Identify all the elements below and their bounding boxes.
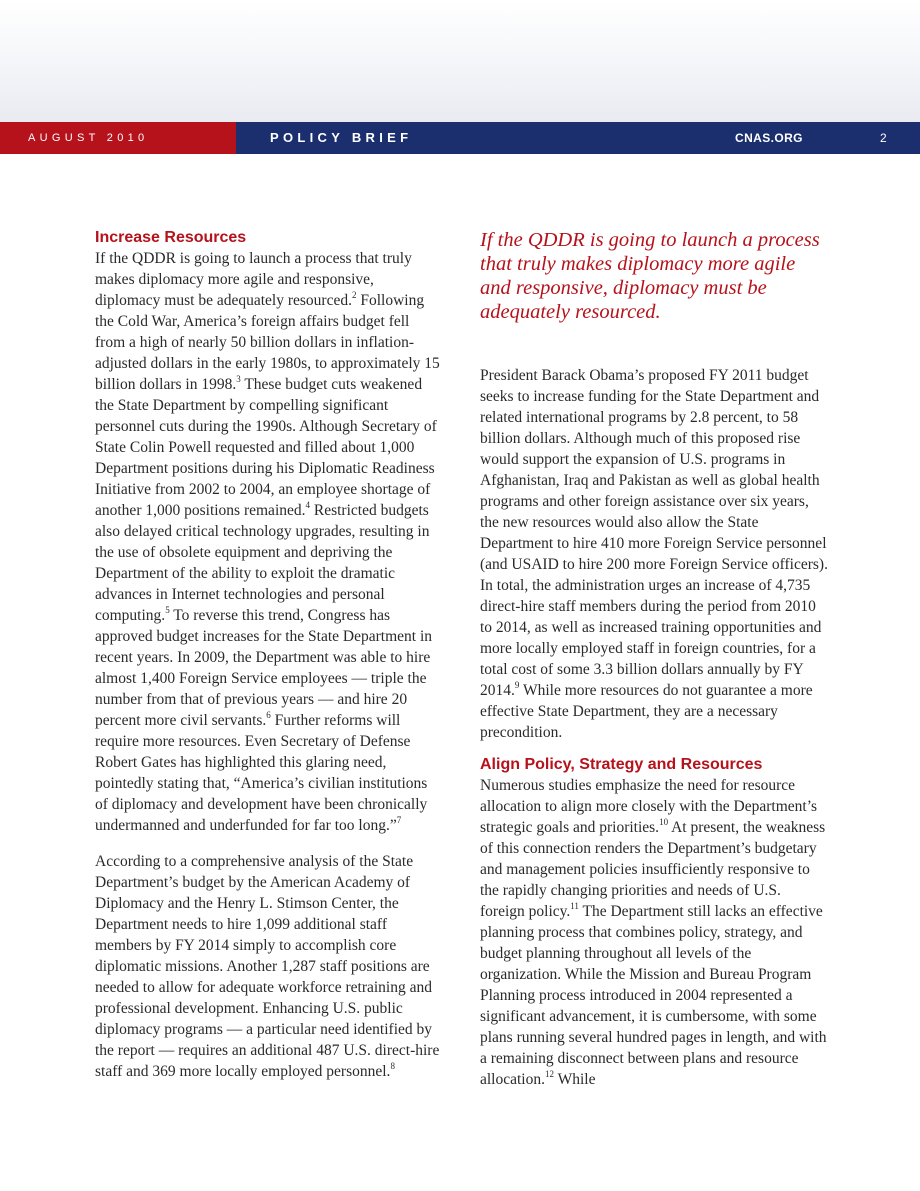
page-number: 2 bbox=[880, 131, 887, 145]
site-link[interactable]: CNAS.ORG bbox=[735, 131, 803, 145]
text-run: The Department still lacks an effective planning process that combines policy, strategy, and budget planning throughout all levels of the organization. While the Mission and Bureau Program Planning process introduced in 2004 represented a significant advancement, it is cumbersome, with some plans running several hundred pages in length, and with a remaining disconnect between plans and resource allocation. bbox=[480, 903, 827, 1088]
header-background bbox=[0, 0, 920, 122]
text-run: Restricted budgets also delayed critical technology upgrades, resulting in the use of obsolete equipment and depriving the Department of the ability to exploit the dramatic advances in Internet technologies and personal computing. bbox=[95, 502, 430, 624]
footnote-ref[interactable]: 2 bbox=[351, 289, 357, 300]
text-run: While bbox=[554, 1071, 596, 1088]
body-paragraph bbox=[480, 775, 828, 1090]
text-run: According to a comprehensive analysis of the State Department’s budget by the American Academy of Diplomacy and the Henry L. Stimson Center, the Department needs to hire 1,099 additional staff members by FY 2014 simply to accomplish core diplomatic missions. Another 1,287 staff positions are needed to allow for adequate workforce retraining and professional development. Enhancing U.S. public diplomacy programs — a particular need identified by the report — requires an additional 487 U.S. direct-hire staff and 369 more locally employed personnel. bbox=[95, 853, 440, 1080]
text-run: Numerous studies emphasize the need for resource allocation to align more closely with the Department’s strategic goals and priorities. bbox=[480, 777, 818, 836]
footnote-ref[interactable]: 9 bbox=[514, 679, 520, 690]
footnote-ref[interactable]: 11 bbox=[570, 900, 579, 911]
text-run: At present, the weakness of this connection renders the Department’s budgetary and management policies insufficiently responsive to the rapidly changing priorities and needs of U.S. foreign policy. bbox=[480, 819, 826, 920]
footnote-ref[interactable]: 10 bbox=[659, 816, 669, 827]
section-heading-increase-resources: Increase Resources bbox=[95, 229, 247, 246]
issue-date: AUGUST 2010 bbox=[28, 132, 149, 144]
text-run: These budget cuts weakened the State Department by compelling significant personnel cuts during the 1990s. Although Secretary of State Colin Powell requested and filled about 1,000 Department positions during his Diplomatic Readiness Initiative from 2002 to 2004, an employee shortage of another 1,000 positions remained. bbox=[95, 376, 437, 519]
document-type: POLICY BRIEF bbox=[270, 130, 413, 145]
footnote-ref[interactable]: 8 bbox=[390, 1060, 395, 1071]
body-paragraph bbox=[480, 365, 828, 743]
text-run: If the QDDR is going to launch a process that truly makes diplomacy more agile and responsive, diplomacy must be adequately resourced. bbox=[95, 250, 412, 309]
pull-quote: If the QDDR is going to launch a process that truly makes diplomacy more agile and responsive, diplomacy must be adequately resourced. bbox=[480, 229, 820, 323]
right-column bbox=[480, 228, 828, 1090]
footnote-ref[interactable]: 12 bbox=[545, 1068, 554, 1079]
footnote-ref[interactable]: 7 bbox=[396, 814, 402, 825]
text-run: While more resources do not guarantee a more effective State Department, they are a necessary precondition. bbox=[480, 682, 813, 741]
text-run: President Barack Obama’s proposed FY 2011 budget seeks to increase funding for the State Department and related international programs by 2.8 percent, to 58 billion dollars. Although much of this proposed rise would support the expansion of U.S. programs in Afghanistan, Iraq and Pakistan as well as global health programs and other foreign assistance over six years, the new resources would also allow the State Department to hire 410 more Foreign Service personnel (and USAID to hire 200 more Foreign Service officers). In total, the administration urges an increase of 4,735 direct-hire staff members during the period from 2010 to 2014, as well as increased training opportunities and more locally employed staff in foreign countries, for a total cost of some 3.3 billion dollars annually by FY 2014. bbox=[480, 367, 828, 699]
body-paragraph bbox=[95, 248, 440, 836]
text-run: Following the Cold War, America’s foreign affairs budget fell from a high of nearly 50 billion dollars in inflation-adjusted dollars in the early 1980s, to approximately 15 billion dollars in 1998. bbox=[95, 292, 440, 393]
footnote-ref[interactable]: 5 bbox=[165, 604, 170, 615]
footnote-ref[interactable]: 6 bbox=[266, 709, 271, 720]
section-heading-align-policy: Align Policy, Strategy and Resources bbox=[480, 756, 763, 773]
left-column bbox=[95, 228, 440, 1082]
text-run: Further reforms will require more resources. Even Secretary of Defense Robert Gates has highlighted this glaring need, pointedly stating that, “America’s civilian institutions of diplomacy and development have been chronically undermanned and underfunded for far too long.” bbox=[95, 712, 428, 834]
footnote-ref[interactable]: 3 bbox=[236, 373, 241, 384]
body-paragraph bbox=[95, 851, 440, 1082]
text-run: To reverse this trend, Congress has approved budget increases for the State Department in recent years. In 2009, the Department was able to hire almost 1,400 Foreign Service employees — triple the number from that of previous years — and hire 20 percent more civil servants. bbox=[95, 607, 433, 729]
footnote-ref[interactable]: 4 bbox=[305, 499, 310, 510]
